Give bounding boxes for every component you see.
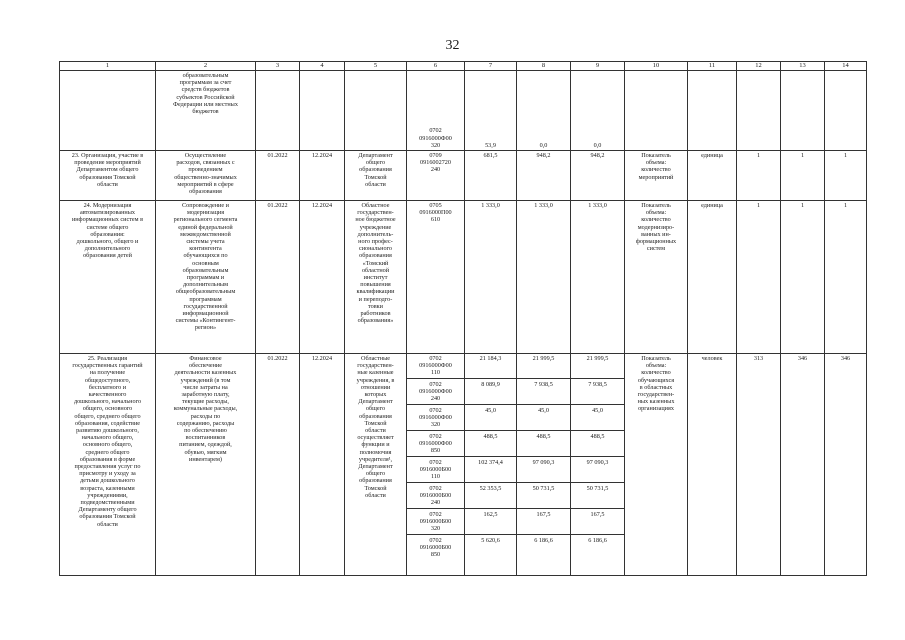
value-2024: 21 999,5 [571, 354, 624, 379]
cell-activity-name: 24. Модернизация автоматизированных информационных систем в системе общего образования: дошкольного, общего и дополнительного образования детей [60, 201, 156, 354]
cell-indicator: Показатель объема: количество мероприятий [625, 151, 688, 201]
cell-budget-code: 0709 0916002720 240 [407, 151, 465, 201]
value-2022: 53,9 [485, 141, 496, 149]
cell-target-2023: 1 [781, 201, 825, 354]
cell-values-2023 [517, 354, 571, 576]
value-2024: 167,5 [571, 510, 624, 535]
cell-values-2024 [571, 354, 625, 576]
value-2023: 50 731,5 [517, 484, 570, 509]
cell-end-date: 12.2024 [300, 354, 345, 576]
cell-values-2022 [465, 354, 517, 576]
cell-indicator: Показатель объема: количество обучающихся в областных государствен- ных казенных организациях [625, 354, 688, 576]
value-2023: 7 938,5 [517, 380, 570, 405]
cell-executor: Департамент общего образования Томской области [345, 151, 407, 201]
cell-empty [737, 71, 781, 151]
value-2024: 7 938,5 [571, 380, 624, 405]
cell-budget-codes [407, 354, 465, 576]
page-number: 32 [445, 38, 460, 53]
column-number: 5 [345, 62, 407, 71]
cell-budget-code [407, 71, 465, 151]
budget-code: 0702 0916000Ф00 320 [419, 127, 452, 149]
value-2023: 0,0 [539, 141, 548, 149]
column-number: 6 [407, 62, 465, 71]
table-row-25 [60, 354, 867, 576]
table-row-24 [60, 201, 867, 354]
cell-activity-description: Осуществление расходов, связанных с проведением общественно-значимых мероприятий в сфере образования [156, 151, 256, 201]
cell-start-date: 01.2022 [256, 151, 300, 201]
cell-value-2023 [517, 71, 571, 151]
cell-value-2022 [465, 71, 517, 151]
cell-empty [825, 71, 867, 151]
cell-start-date: 01.2022 [256, 201, 300, 354]
cell-value-2024: 948,2 [571, 151, 625, 201]
value-2022: 45,0 [465, 406, 516, 431]
cell-executor: Областные государствен- ные казенные учреждения, в отношении которых Департамент общего образования Томской области осуществляет функции и полномочия учредителя¹, Департамент общего образования Томской области [345, 354, 407, 576]
column-number: 11 [688, 62, 737, 71]
column-number: 9 [571, 62, 625, 71]
column-number: 8 [517, 62, 571, 71]
value-2022: 102 374,4 [465, 458, 516, 483]
table-row-continuation [60, 71, 867, 151]
value-2022: 162,5 [465, 510, 516, 535]
value-2024: 50 731,5 [571, 484, 624, 509]
column-number: 14 [825, 62, 867, 71]
cell-empty [60, 71, 156, 151]
value-2023: 97 090,3 [517, 458, 570, 483]
cell-empty [781, 71, 825, 151]
cell-budget-code: 0705 0916000П00 610 [407, 201, 465, 354]
cell-empty [256, 71, 300, 151]
column-number: 7 [465, 62, 517, 71]
budget-code: 0702 0916000Б00 240 [407, 484, 464, 509]
cell-empty [625, 71, 688, 151]
cell-empty [345, 71, 407, 151]
value-2023: 6 186,6 [534, 537, 553, 544]
value-2024: 6 186,6 [588, 537, 607, 544]
table-row-23 [60, 151, 867, 201]
value-2023: 21 999,5 [517, 354, 570, 379]
cell-value-2024: 1 333,0 [571, 201, 625, 354]
column-number: 1 [60, 62, 156, 71]
value-2023: 167,5 [517, 510, 570, 535]
cell-target-2024: 1 [825, 201, 867, 354]
column-number: 12 [737, 62, 781, 71]
budget-code: 0702 0916000Ф00 240 [407, 380, 464, 405]
column-number: 2 [156, 62, 256, 71]
value-2022: 52 353,5 [465, 484, 516, 509]
budget-code: 0702 0916000Б00 850 [419, 537, 452, 559]
column-number-row [60, 62, 867, 71]
cell-value-2022: 1 333,0 [465, 201, 517, 354]
cell-unit: человек [688, 354, 737, 576]
cell-activity-name: 23. Организация, участие в проведение мероприятий Департаментом общего образования Томской области [60, 151, 156, 201]
column-number: 4 [300, 62, 345, 71]
cell-executor: Областное государствен- ное бюджетное учреждение дополнитель- ного профес- сионального образования «Томский областной институт повышения квалификации и переподго- товки работников образования» [345, 201, 407, 354]
cell-value-2023: 948,2 [517, 151, 571, 201]
cell-activity-name: 25. Реализация государственных гарантий на получение общедоступного, бесплатного и качественного дошкольного, начального общего, основного общего, среднего общего образования, содействие развитию дошкольного, начального общего, основного общего, среднего общего образования в форме предоставления услуг по присмотру и уходу за детьми дошкольного возраста, казенными учреждениями, подведомственными Департаменту общего образования Томской области [60, 354, 156, 576]
cell-target-2023: 346 [781, 354, 825, 576]
cell-value-2022: 681,5 [465, 151, 517, 201]
value-2023: 45,0 [517, 406, 570, 431]
cell-value-2024 [571, 71, 625, 151]
value-2024: 97 090,3 [571, 458, 624, 483]
value-2024: 0,0 [593, 141, 602, 149]
value-2022: 488,5 [465, 432, 516, 457]
cell-target-2024: 346 [825, 354, 867, 576]
column-number: 3 [256, 62, 300, 71]
cell-activity-description: Финансовое обеспечение деятельности казенных учреждений (в том числе затраты на заработную плату, текущие расходы, коммунальные расходы, расходы по содержанию, расходы по обеспечению воспитанников питанием, одеждой, обувью, мягким инвентарем) [156, 354, 256, 576]
cell-indicator: Показатель объема: количество модернизиро- ванных ин- формационных систем [625, 201, 688, 354]
cell-target-2022: 313 [737, 354, 781, 576]
cell-end-date: 12.2024 [300, 151, 345, 201]
value-2024: 45,0 [571, 406, 624, 431]
cell-end-date: 12.2024 [300, 201, 345, 354]
value-2022: 5 620,6 [481, 537, 500, 544]
value-2024: 488,5 [571, 432, 624, 457]
budget-code: 0702 0916000Б00 320 [407, 510, 464, 535]
cell-target-2022: 1 [737, 151, 781, 201]
value-2023: 488,5 [517, 432, 570, 457]
value-2022: 21 184,3 [465, 354, 516, 379]
cell-unit: единица [688, 151, 737, 201]
cell-activity-description: Сопровождение и модернизация регионального сегмента единой федеральной межведомственной системы учета контингента обучающихся по основным образовательным программам и дополнительным общеобразовательным программам государственной информационной системы «Контингент- регион» [156, 201, 256, 354]
budget-code: 0702 0916000Ф00 320 [407, 406, 464, 431]
program-activities-table [59, 61, 867, 576]
cell-unit: единица [688, 201, 737, 354]
cell-value-2023: 1 333,0 [517, 201, 571, 354]
column-number: 10 [625, 62, 688, 71]
cell-target-2024: 1 [825, 151, 867, 201]
budget-code: 0702 0916000Ф00 850 [407, 432, 464, 457]
budget-code: 0702 0916000Б00 110 [407, 458, 464, 483]
cell-target-2023: 1 [781, 151, 825, 201]
cell-empty [300, 71, 345, 151]
cell-start-date: 01.2022 [256, 354, 300, 576]
column-number: 13 [781, 62, 825, 71]
cell-empty [688, 71, 737, 151]
value-2022: 8 089,9 [465, 380, 516, 405]
cell-activity-description: образовательным программам за счет средств бюджетов субъектов Российской Федерации или местных бюджетов [156, 71, 256, 151]
cell-target-2022: 1 [737, 201, 781, 354]
budget-code: 0702 0916000Ф00 110 [407, 354, 464, 379]
